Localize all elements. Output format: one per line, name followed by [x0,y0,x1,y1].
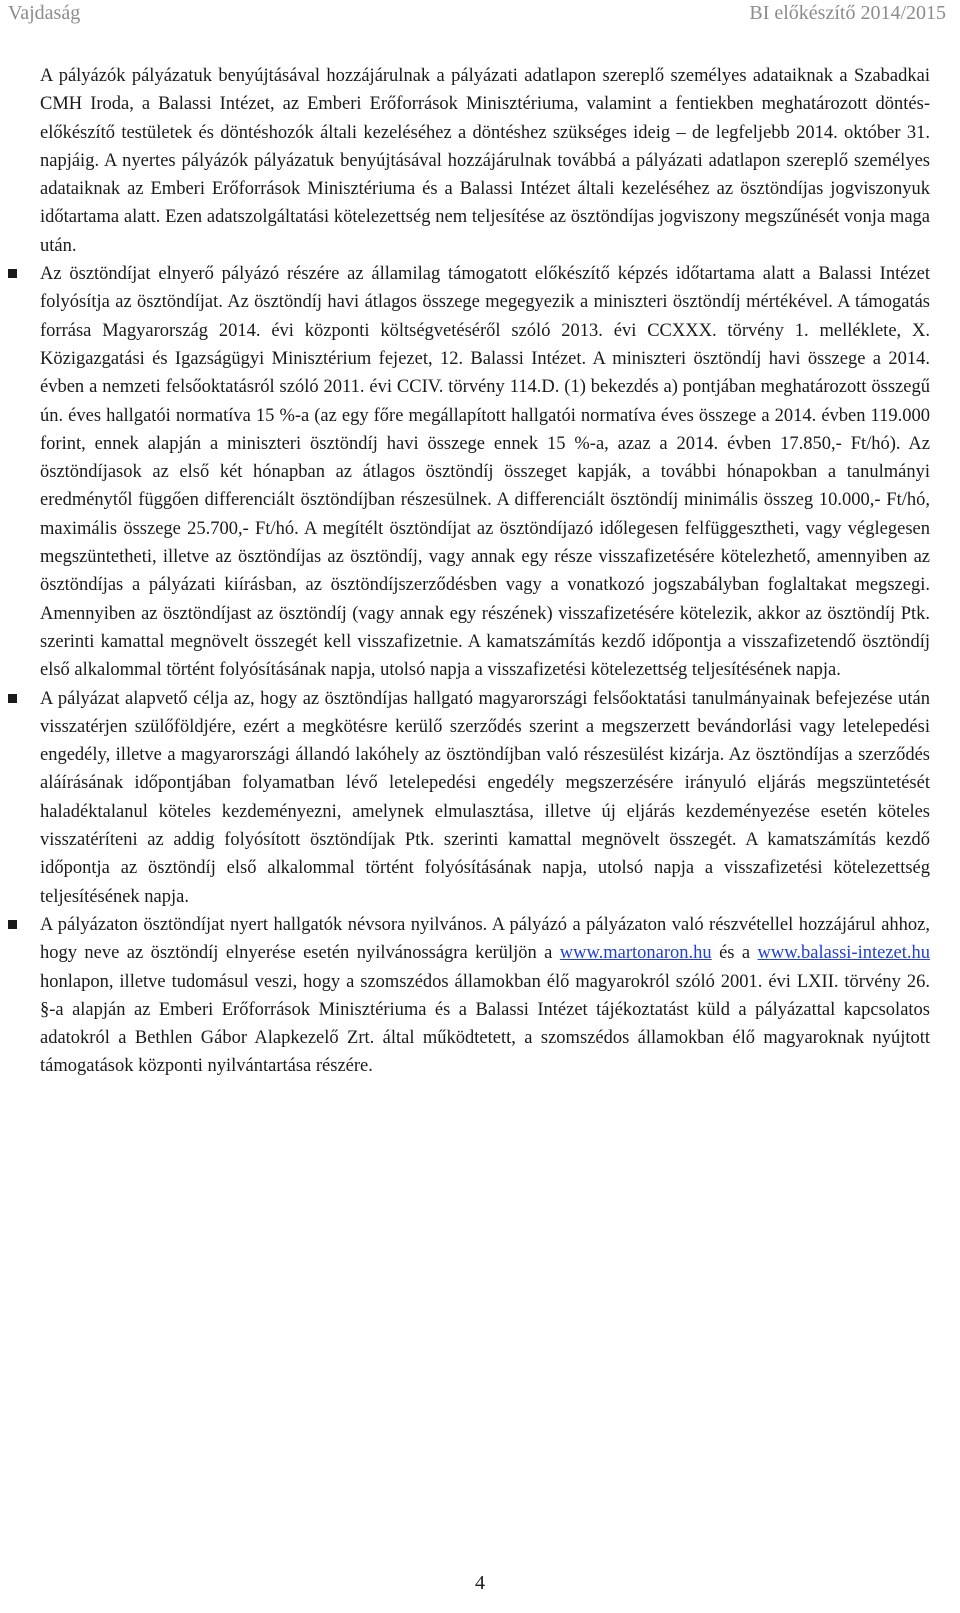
bullet-text-public-list [40,911,930,1081]
balassi-intezet-link[interactable]: www.balassi-intezet.hu [757,943,930,964]
page-header [0,0,960,34]
martonaron-link[interactable]: www.martonaron.hu [559,943,712,964]
public-list-text-end: honlapon, illetve tudomásul veszi, hogy a szomszédos államokban élő magyarokról szóló 2001. évi LXII. törvény 26. §-a alapján az Emberi Erőforrások Minisztériuma és a Balassi Intézet tájékoztatást küld a pályázattal kapcsolatos adatokról a Bethlen Gábor Alapkezelő Zrt. által működtetett, a szomszédos államokban élő magyaroknak nyújtott támogatások központi nyilvántartása részére. [40,971,930,1077]
page-number: 4 [475,1572,485,1594]
bullet-item-return-goal [40,685,930,911]
public-list-text-middle: és a [711,943,758,964]
square-bullet-icon [8,269,17,278]
public-list-text-start: A pályázaton ösztöndíjat nyert hallgatók névsora nyilvános. A pályázó a pályázaton való részvétellel hozzájárul ahhoz, hogy neve az ösztöndíj elnyerése esetén nyilvánosságra kerüljön a [40,914,930,964]
header-program-label: BI előkészítő 2014/2015 [749,2,946,24]
bullet-item-scholarship [40,260,930,684]
square-bullet-icon [8,920,17,929]
intro-paragraph: A pályázók pályázatuk benyújtásával hozzájárulnak a pályázati adatlapon szereplő személyes adataiknak a Szabadkai CMH Iroda, a Balassi Intézet, az Emberi Erőforrások Minisztériuma, valamint a fentiekben meghatározott döntés-előkészítő testületek és döntéshozók általi kezeléséhez a döntéshez szükséges ideig – de legfeljebb 2014. október 31. napjáig. A nyertes pályázók pályázatuk benyújtásával hozzájárulnak továbbá a pályázati adatlapon szereplő személyes adataiknak az Emberi Erőforrások Minisztériuma és a Balassi Intézet általi kezeléséhez az ösztöndíjas jogviszonyuk időtartama alatt. Ezen adatszolgáltatási kötelezettség nem teljesítése az ösztöndíjas jogviszony megszűnését vonja maga után. [40,66,930,256]
square-bullet-icon [8,694,17,703]
bullet-text-return-goal: A pályázat alapvető célja az, hogy az ösztöndíjas hallgató magyarországi felsőoktatási tanulmányainak befejezése után visszatérjen szülőföldjére, ezért a megkötésre kerülő szerződés szerint a megszerzett bevándorlási vagy letelepedési engedély, illetve a magyarországi állandó lakóhely az ösztöndíjban való részesülést kizárja. Az ösztöndíjas a szerződés aláírásának időpontjában folyamatban lévő letelepedési engedély megszerzésére irányuló eljárás megszüntetését haladéktalanul köteles kezdeményezni, amelynek elmulasztása, illetve új eljárás kezdeményezése esetén köteles visszatéríteni az addig folyósított ösztöndíjak Ptk. szerinti kamattal megnövelt összegét. A kamatszámítás kezdő időpontja az ösztöndíj első alkalommal történt folyósításának napja, utolsó napja a visszafizetési kötelezettség teljesítésének napja. [40,688,930,907]
document-body [40,62,930,1081]
bullet-item-public-list [40,911,930,1081]
header-region-label: Vajdaság [8,2,81,24]
bullet-text-scholarship: Az ösztöndíjat elnyerő pályázó részére az államilag támogatott előkészítő képzés időtartama alatt a Balassi Intézet folyósítja az ösztöndíjat. Az ösztöndíj havi átlagos összege megegyezik a miniszteri ösztöndíj mértékével. A támogatás forrása Magyarország 2014. évi központi költségvetéséről szóló 2013. évi CCXXX. törvény 1. melléklete, X. Közigazgatási és Igazságügyi Minisztérium fejezet, 12. Balassi Intézet. A miniszteri ösztöndíj havi összege a 2014. évben a nemzeti felsőoktatásról szóló 2011. évi CCIV. törvény 114.D. (1) bekezdés a) pontjában meghatározott összegű ún. éves hallgatói normatíva 15 %-a (az egy főre megállapított hallgatói normatíva éves összege a 2014. évben 119.000 forint, ennek alapján a miniszteri ösztöndíj havi összege ennek 15 %-a, azaz a 2014. évben 17.850,- Ft/hó). Az ösztöndíjasok az első két hónapban az átlagos ösztöndíj összeget kapják, a további hónapokban a tanulmányi eredménytől függően differenciált ösztöndíjban részesülnek. A differenciált ösztöndíj minimális összeg 10.000,- Ft/hó, maximális összege 25.700,- Ft/hó. A megítélt ösztöndíjat az ösztöndíjazó időlegesen felfüggesztheti, vagy véglegesen megszüntetheti, illetve az ösztöndíjas az ösztöndíj, vagy annak egy része visszafizetésére kötelezhető, amennyiben az ösztöndíjas a pályázati kiírásban, az ösztöndíjszerződésben vagy a vonatkozó jogszabályban foglaltakat megszegi. Amennyiben az ösztöndíjast az ösztöndíj (vagy annak egy részének) visszafizetésére kötelezik, akkor az ösztöndíj Ptk. szerinti kamattal megnövelt összegét kell visszafizetnie. A kamatszámítás kezdő időpontja a visszafizetendő ösztöndíj első alkalommal történt folyósításának napja, utolsó napja a visszafizetési kötelezettség teljesítésének napja. [40,264,930,681]
